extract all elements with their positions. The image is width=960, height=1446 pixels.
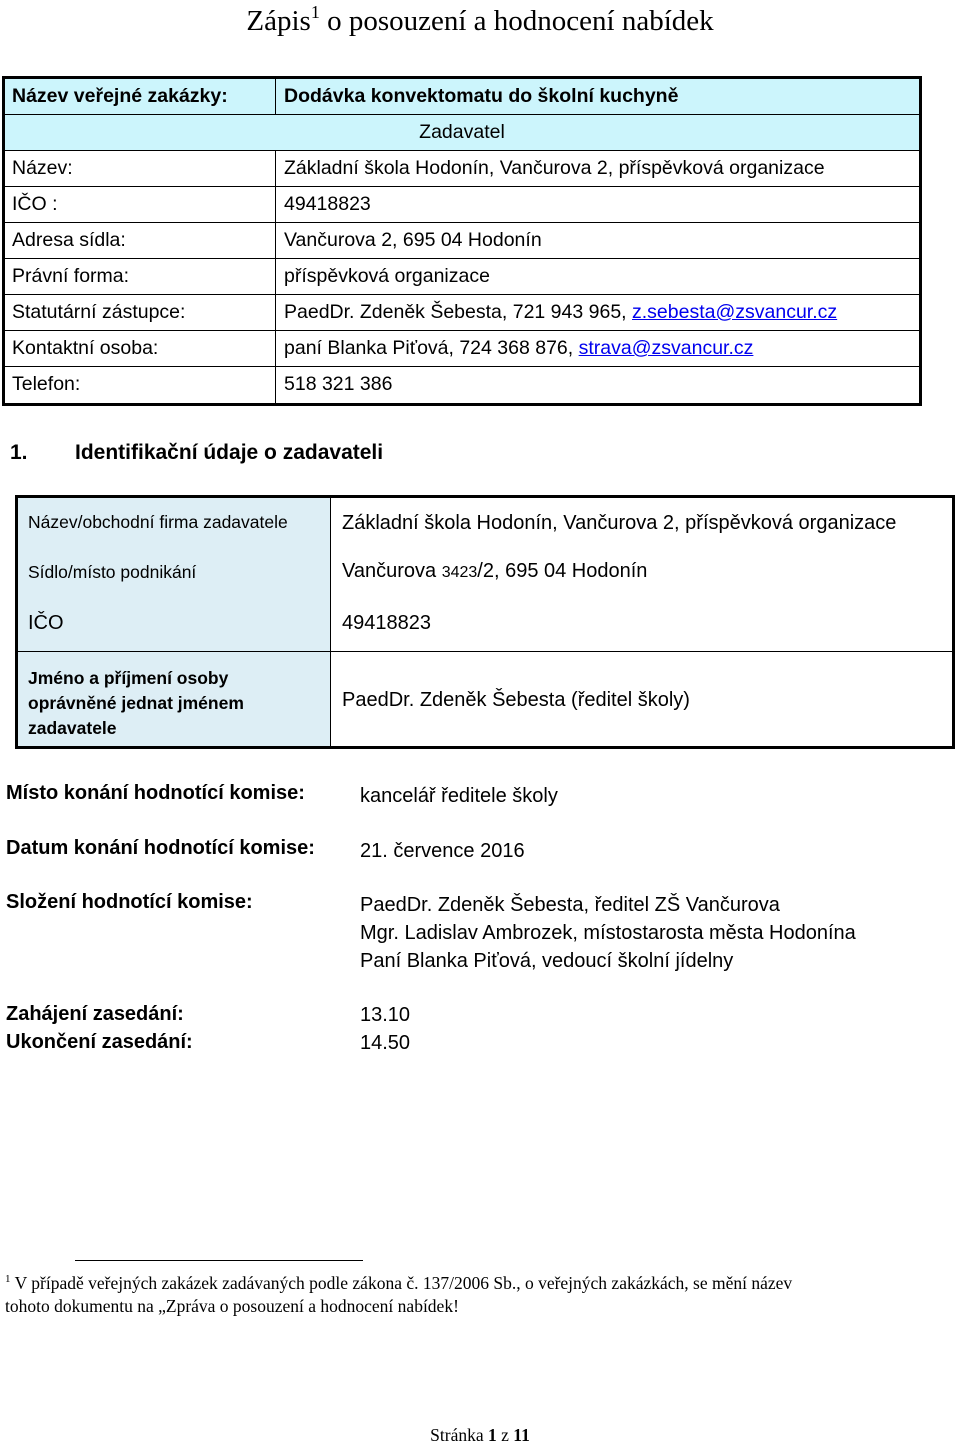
identification-table [15,495,955,749]
ico-value: 49418823 [284,193,371,215]
statutory-value: PaedDr. Zdeněk Šebesta, 721 943 965, z.sebesta@zsvancur.cz [284,301,838,323]
ico-label: IČO [28,612,64,634]
footnote: $^1$ V případě veřejných zakázek zadávaných podle zákona č. 137/2006 Sb., o veřejných zakázkách, se mění název tohoto dokumentu na „Zpráva o posouzení a hodnocení nabídek! [5,1273,793,1316]
committee-member: PaedDr. Zdeněk Šebesta, ředitel ZŠ Vančurova [360,894,780,916]
section-heading: 1. Identifikační údaje o zadavateli [10,441,384,464]
contact-label: Kontaktní osoba: [5,331,276,366]
divider [18,651,952,652]
ico-value: 49418823 [342,612,431,634]
phone-value: 518 321 386 [284,373,393,395]
seat-label: Sídlo/místo podnikání [28,562,197,582]
phone-row [5,366,919,403]
committee-member: Mgr. Ladislav Ambrozek, místostarosta města Hodonína [360,922,856,944]
firm-label: Název/obchodní firma zadavatele [28,512,288,532]
committee-member: Paní Blanka Piťová, vedoucí školní jídelny [360,950,734,972]
statutory-email-link[interactable]: z.sebesta@zsvancur.cz [632,301,838,323]
meeting-place-label: Místo konání hodnotící komise: [6,782,305,804]
authority-row [5,222,919,258]
meeting-date-label: Datum konání hodnotící komise: [6,837,315,859]
authority-name-value: Základní škola Hodonín, Vančurova 2, příspěvková organizace [284,157,825,179]
start-label: Zahájení zasedání: [6,1003,184,1025]
page-number: Stránka 1 z 11 [430,1425,530,1445]
seat-value: Vančurova 3423/2, 695 04 Hodonín [342,560,648,582]
legal-form-label: Právní forma: [5,259,276,294]
committee-label: Složení hodnotící komise: [6,891,253,913]
address-label: Adresa sídla: [5,223,276,258]
page-title: Zápis$^1$ o posouzení a hodnocení nabídek [246,2,714,37]
phone-label: Telefon: [5,367,276,403]
committee-members [360,891,856,975]
start-value: 13.10 [360,1004,411,1026]
contract-table [2,76,922,406]
contract-name-row [5,79,919,114]
authorized-person-value: PaedDr. Zdeněk Šebesta (ředitel školy) [342,689,690,711]
authority-header: Zadavatel [419,121,505,143]
firm-value: Základní škola Hodonín, Vančurova 2, příspěvková organizace [342,512,897,534]
authority-row [5,258,919,294]
authorized-person-label: Jméno a příjmení osoby oprávněné jednat jménem zadavatele [28,668,244,738]
footnote-ref: 1 [310,2,320,22]
statutory-label: Statutární zástupce: [5,295,276,330]
legal-form-value: příspěvková organizace [284,265,490,287]
statutory-row [5,294,919,330]
meeting-date-value: 21. července 2016 [360,840,525,862]
authority-row [5,150,919,186]
contact-value: paní Blanka Piťová, 724 368 876, strava@zsvancur.cz [284,337,754,359]
contact-email-link[interactable]: strava@zsvancur.cz [578,337,754,359]
contract-name-label: Název veřejné zakázky: [5,79,276,114]
address-value: Vančurova 2, 695 04 Hodonín [284,229,542,251]
authority-header-row [5,114,919,150]
end-label: Ukončení zasedání: [6,1031,193,1053]
contract-name-value: Dodávka konvektomatu do školní kuchyně [284,85,679,107]
meeting-place-value: kancelář ředitele školy [360,785,558,807]
authority-row [5,186,919,222]
footnote-separator [75,1260,363,1261]
authority-name-label: Název: [5,151,276,186]
ico-label: IČO : [5,187,276,222]
contact-row [5,330,919,366]
end-value: 14.50 [360,1032,411,1054]
